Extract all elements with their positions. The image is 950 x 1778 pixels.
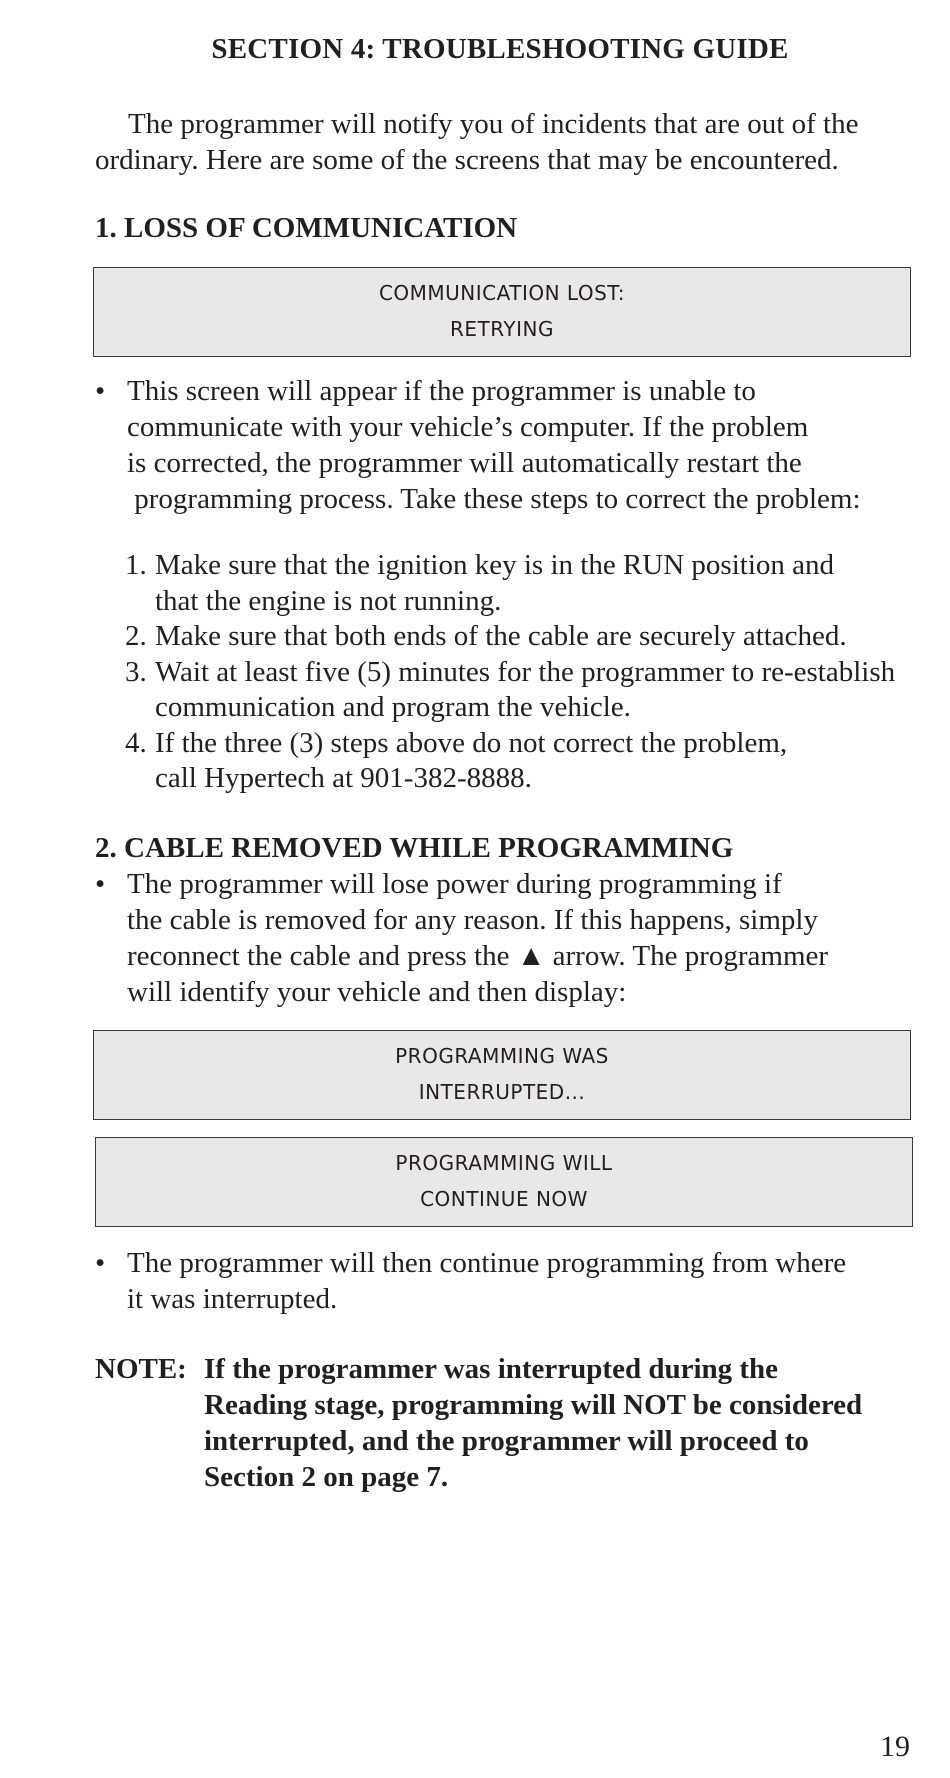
bullet-line: will identify your vehicle and then display:: [127, 976, 627, 1008]
step-text: that the engine is not running.: [155, 584, 502, 617]
bullet-mark: •: [95, 1247, 106, 1279]
display-screen-communication-lost: [93, 267, 911, 357]
step-2: [125, 619, 945, 655]
bullet-line: is corrected, the programmer will automatically restart the: [127, 447, 802, 479]
bullet-line: reconnect the cable and press the ▲ arrow. The programmer: [127, 940, 829, 972]
display-screen-programming-interrupted: [93, 1030, 911, 1120]
step-number: 2.: [125, 620, 147, 652]
note-line: If the programmer was interrupted during the: [204, 1353, 779, 1385]
step-1: [125, 548, 945, 584]
bullet-line: programming process. Take these steps to correct the problem:: [127, 483, 861, 515]
step-text: Wait at least five (5) minutes for the programmer to re-establish: [155, 655, 896, 688]
page-number: 19: [880, 1730, 910, 1763]
screen-line: PROGRAMMING WAS: [395, 1044, 609, 1068]
step-text: Make sure that both ends of the cable are securely attached.: [155, 620, 847, 652]
bullet-mark: •: [95, 868, 106, 900]
bullet-line: This screen will appear if the programmer is unable to: [127, 375, 756, 407]
intro-paragraph: [95, 106, 915, 178]
bullet-line: The programmer will lose power during programming if: [127, 868, 782, 900]
heading-cable-removed: 2. CABLE REMOVED WHILE PROGRAMMING: [95, 832, 734, 864]
section-title: SECTION 4: TROUBLESHOOTING GUIDE: [211, 33, 789, 65]
step-number: 1.: [125, 549, 147, 581]
step-3: [125, 655, 945, 691]
note-line: Section 2 on page 7.: [204, 1461, 449, 1493]
step-number: 3.: [125, 655, 147, 688]
screen-line: RETRYING: [450, 317, 554, 341]
note-block: [95, 1351, 925, 1495]
step-text: communication and program the vehicle.: [155, 691, 631, 723]
note-label: NOTE:: [95, 1353, 187, 1385]
bullet-line: it was interrupted.: [127, 1283, 338, 1315]
screen-line: CONTINUE NOW: [420, 1187, 588, 1211]
step-4: [125, 726, 945, 762]
step-text: Make sure that the ignition key is in the RUN position and: [155, 549, 834, 581]
screen-line: INTERRUPTED...: [418, 1080, 586, 1104]
display-screen-programming-continue: [95, 1137, 913, 1227]
step-number: 4.: [125, 726, 147, 759]
heading-loss-of-communication: 1. LOSS OF COMMUNICATION: [95, 212, 518, 244]
note-line: Reading stage, programming will NOT be considered: [204, 1389, 863, 1421]
steps-list: [125, 548, 945, 797]
bullet-line: The programmer will then continue programming from where: [127, 1247, 847, 1279]
bullet-communication-explanation: [95, 373, 925, 517]
bullet-cable-explanation: [95, 866, 925, 1010]
bullet-line: communicate with your vehicle’s computer. If the problem: [127, 411, 809, 443]
step-text: If the three (3) steps above do not correct the problem,: [155, 726, 788, 759]
bullet-mark: •: [95, 375, 106, 407]
screen-line: PROGRAMMING WILL: [395, 1151, 613, 1175]
note-line: interrupted, and the programmer will proceed to: [204, 1425, 809, 1457]
bullet-continue-explanation: [95, 1245, 925, 1317]
bullet-line: the cable is removed for any reason. If this happens, simply: [127, 904, 818, 936]
intro-line: The programmer will notify you of incidents that are out of the: [128, 108, 859, 140]
step-text: call Hypertech at 901-382-8888.: [155, 762, 532, 794]
screen-line: COMMUNICATION LOST:: [378, 281, 626, 305]
intro-line: ordinary. Here are some of the screens that may be encountered.: [95, 144, 839, 176]
